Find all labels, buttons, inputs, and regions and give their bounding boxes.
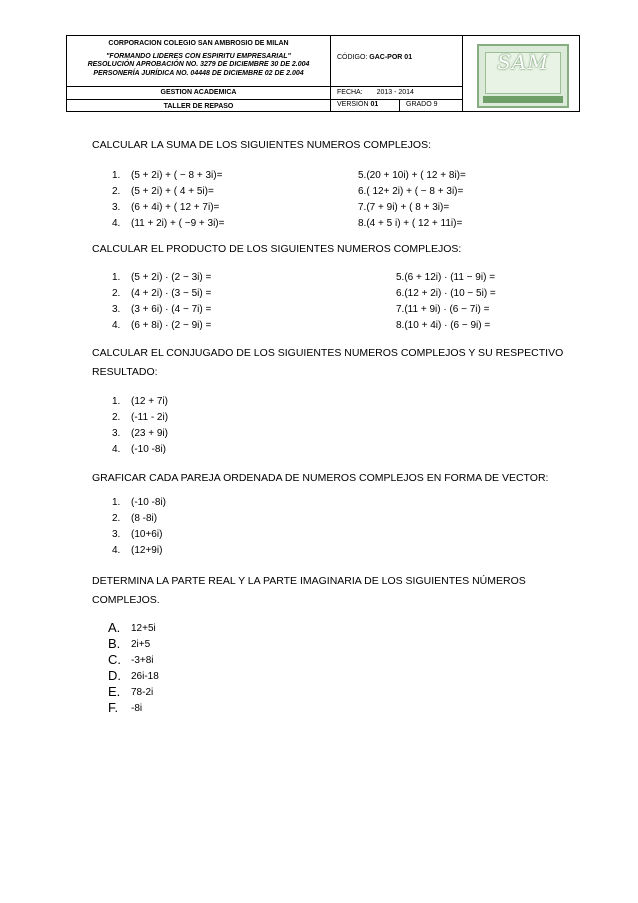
suma-right-6: 6.( 12+ 2i) + ( − 8 + 3i)=: [358, 186, 464, 197]
fecha-label: FECHA:: [337, 89, 363, 96]
letter-marker: B.: [108, 636, 121, 651]
institution-block: [67, 36, 330, 86]
producto-right-5: 5.(6 + 12i) · (11 − 9i) =: [396, 272, 496, 283]
producto-left-3: (3 + 6i) · (4 − 7i) =: [131, 304, 212, 315]
graficar-item-3: (10+6i): [131, 529, 163, 540]
school-logo: [477, 44, 569, 108]
item-number: 2.: [112, 186, 121, 197]
letter-marker: D.: [108, 668, 121, 683]
item-number: 2.: [112, 288, 121, 299]
item-number: 4.: [112, 218, 121, 229]
determina-item-e: 78-2i: [131, 687, 154, 698]
producto-left-2: (4 + 2i) · (3 − 5i) =: [131, 288, 212, 299]
item-number: 4.: [112, 320, 121, 331]
item-number: 2.: [112, 513, 121, 524]
version-value: 01: [370, 101, 379, 108]
item-number: 3.: [112, 304, 121, 315]
letter-marker: A.: [108, 620, 121, 635]
conjugado-item-3: (23 + 9i): [131, 428, 168, 439]
resolution-text: RESOLUCIÓN APROBACIÓN NO. 3279 DE DICIEMBRE 30 DE 2.004: [87, 61, 310, 68]
item-number: 4.: [112, 545, 121, 556]
section-title-suma: CALCULAR LA SUMA DE LOS SIGUIENTES NUMEROS COMPLEJOS:: [92, 139, 431, 151]
determina-item-a: 12+5i: [131, 623, 156, 634]
producto-left-4: (6 + 8i) · (2 − 9i) =: [131, 320, 212, 331]
determina-item-c: -3+8i: [131, 655, 154, 666]
graficar-item-4: (12+9i): [131, 545, 163, 556]
section-title-determina: DETERMINA LA PARTE REAL Y LA PARTE IMAGINARIA DE LOS SIGUIENTES NÚMEROS: [92, 575, 526, 587]
item-number: 1.: [112, 272, 121, 283]
letter-marker: F.: [108, 700, 119, 715]
gestion-cell: GESTION ACADEMICA: [160, 89, 237, 96]
suma-right-8: 8.(4 + 5 i) + ( 12 + 11i)=: [358, 218, 463, 229]
codigo-label: CÓDIGO:: [337, 54, 368, 61]
item-number: 3.: [112, 202, 121, 213]
personeria-text: PERSONERÍA JURÍDICA NO. 04448 DE DICIEMBRE 02 DE 2.004: [93, 69, 304, 77]
graficar-item-1: (-10 -8i): [131, 497, 167, 508]
conjugado-item-1: (12 + 7i): [131, 396, 168, 407]
producto-right-8: 8.(10 + 4i) · (6 − 9i) =: [396, 320, 491, 331]
version-label: VERSIÓN: [337, 101, 369, 108]
conjugado-item-4: (-10 -8i): [131, 444, 167, 455]
suma-left-3: (6 + 4i) + ( 12 + 7i)=: [131, 202, 220, 213]
letter-marker: E.: [108, 684, 121, 699]
version-cell: [331, 100, 391, 112]
fecha-value: 2013 - 2014: [376, 89, 414, 96]
section-title-determina-cont: COMPLEJOS.: [92, 594, 160, 606]
item-number: 2.: [112, 412, 121, 423]
section-title-conjugado: CALCULAR EL CONJUGADO DE LOS SIGUIENTES NUMEROS COMPLEJOS Y SU RESPECTIVO: [92, 347, 564, 359]
item-number: 1.: [112, 497, 121, 508]
logo-cell: [463, 36, 580, 112]
determina-item-f: -8i: [131, 703, 143, 714]
fecha-cell: [331, 87, 462, 99]
institution-name: CORPORACION COLEGIO SAN AMBROSIO DE MILAN: [108, 40, 289, 47]
section-title-conjugado-cont: RESULTADO:: [92, 366, 158, 378]
item-number: 1.: [112, 396, 121, 407]
conjugado-item-2: (-11 - 2i): [131, 412, 169, 423]
codigo-cell: [331, 36, 462, 86]
item-number: 1.: [112, 170, 121, 181]
producto-right-7: 7.(11 + 9i) · (6 − 7i) =: [396, 304, 490, 315]
item-number: 4.: [112, 444, 121, 455]
section-title-producto: CALCULAR EL PRODUCTO DE LOS SIGUIENTES NUMEROS COMPLEJOS:: [92, 243, 462, 255]
letter-marker: C.: [108, 652, 121, 667]
section-title-graficar: GRAFICAR CADA PAREJA ORDENADA DE NUMEROS COMPLEJOS EN FORMA DE VECTOR:: [92, 472, 549, 484]
grado-cell: GRADO 9: [406, 101, 438, 108]
producto-right-6: 6.(12 + 2i) · (10 − 5i) =: [396, 288, 496, 299]
institution-motto: "FORMANDO LIDERES CON ESPIRITU EMPRESARIAL": [106, 52, 291, 60]
item-number: 3.: [112, 428, 121, 439]
taller-cell: TALLER DE REPASO: [163, 103, 234, 110]
determina-item-b: 2i+5: [131, 639, 151, 650]
suma-left-1: (5 + 2i) + ( − 8 + 3i)=: [131, 170, 223, 181]
producto-left-1: (5 + 2i) · (2 − 3i) =: [131, 272, 212, 283]
codigo-value: GAC-POR 01: [369, 54, 413, 61]
graficar-item-2: (8 -8i): [131, 513, 158, 524]
suma-right-5: 5.(20 + 10i) + ( 12 + 8i)=: [358, 170, 466, 181]
suma-right-7: 7.(7 + 9i) + ( 8 + 3i)=: [358, 202, 450, 213]
logo-text: SAM: [497, 50, 549, 74]
determina-item-d: 26i-18: [131, 671, 159, 682]
item-number: 3.: [112, 529, 121, 540]
document-header: [66, 35, 580, 112]
suma-left-4: (11 + 2i) + ( −9 + 3i)=: [131, 218, 225, 229]
suma-left-2: (5 + 2i) + ( 4 + 5i)=: [131, 186, 214, 197]
